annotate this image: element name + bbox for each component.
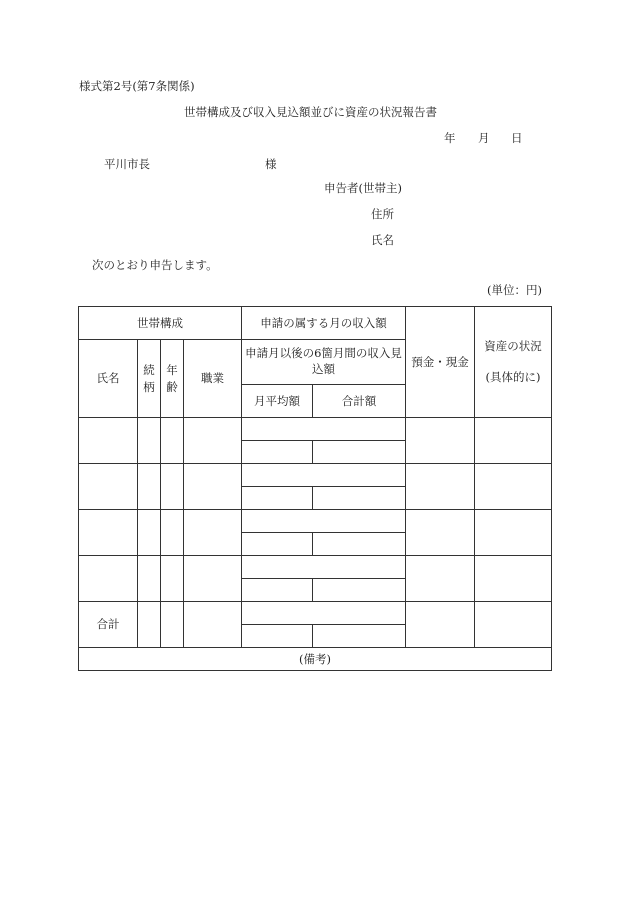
unit-label: (単位：円) bbox=[487, 283, 542, 297]
income-header: 申請の属する月の収入額 bbox=[242, 307, 406, 340]
date-year-label: 年 bbox=[444, 131, 456, 145]
form-title: 世帯構成及び収入見込額並びに資産の状況報告書 bbox=[184, 105, 437, 119]
member-3-name-cell[interactable] bbox=[79, 510, 138, 556]
member-1-occupation-cell[interactable] bbox=[184, 418, 242, 464]
member-1-savings-cell[interactable] bbox=[406, 418, 475, 464]
relation-char-1: 続 bbox=[143, 362, 155, 377]
member-3-total-amount-cell[interactable] bbox=[313, 533, 406, 556]
member-2-name-cell[interactable] bbox=[79, 464, 138, 510]
remarks-cell[interactable] bbox=[79, 648, 552, 671]
total-total-amount-cell[interactable] bbox=[313, 625, 406, 648]
savings-header: 預金・現金 bbox=[406, 307, 475, 418]
member-1-monthly-average-cell[interactable] bbox=[242, 441, 313, 464]
total-occupation-cell[interactable] bbox=[184, 602, 242, 648]
member-4-age-cell[interactable] bbox=[161, 556, 184, 602]
member-2-savings-cell[interactable] bbox=[406, 464, 475, 510]
household-header: 世帯構成 bbox=[79, 307, 242, 340]
total-row-label: 合計 bbox=[79, 602, 138, 648]
occupation-column-header: 職業 bbox=[184, 340, 242, 418]
total-current-income-cell[interactable] bbox=[242, 602, 406, 625]
member-2-current-income-cell[interactable] bbox=[242, 464, 406, 487]
member-1-name-cell[interactable] bbox=[79, 418, 138, 464]
member-1-current-income-cell[interactable] bbox=[242, 418, 406, 441]
member-1-assets-cell[interactable] bbox=[475, 418, 552, 464]
total-age-cell[interactable] bbox=[161, 602, 184, 648]
total-relation-cell[interactable] bbox=[138, 602, 161, 648]
assets-header-line1: 資産の状況 bbox=[484, 339, 542, 354]
member-4-savings-cell[interactable] bbox=[406, 556, 475, 602]
age-char-2: 齢 bbox=[166, 379, 178, 394]
member-1-age-cell[interactable] bbox=[161, 418, 184, 464]
member-3-current-income-cell[interactable] bbox=[242, 510, 406, 533]
member-3-monthly-average-cell[interactable] bbox=[242, 533, 313, 556]
member-3-assets-cell[interactable] bbox=[475, 510, 552, 556]
total-amount-header: 合計額 bbox=[313, 385, 406, 418]
six-month-income-header: 申請月以後の6箇月間の収入見込額 bbox=[242, 340, 406, 385]
member-2-total-amount-cell[interactable] bbox=[313, 487, 406, 510]
member-3-relation-cell[interactable] bbox=[138, 510, 161, 556]
assets-header bbox=[475, 307, 552, 418]
member-4-name-cell[interactable] bbox=[79, 556, 138, 602]
form-number: 様式第2号(第7条関係) bbox=[79, 79, 195, 93]
statement: 次のとおり申告します。 bbox=[92, 258, 218, 272]
name-label: 氏名 bbox=[371, 233, 394, 247]
relation-char-2: 柄 bbox=[143, 379, 155, 394]
member-3-savings-cell[interactable] bbox=[406, 510, 475, 556]
member-4-occupation-cell[interactable] bbox=[184, 556, 242, 602]
member-4-assets-cell[interactable] bbox=[475, 556, 552, 602]
member-2-age-cell[interactable] bbox=[161, 464, 184, 510]
relation-column-header bbox=[138, 340, 161, 418]
member-4-total-amount-cell[interactable] bbox=[313, 579, 406, 602]
member-2-assets-cell[interactable] bbox=[475, 464, 552, 510]
assets-header-line2: (具体的に) bbox=[485, 370, 541, 384]
address-label: 住所 bbox=[371, 207, 394, 221]
total-savings-cell[interactable] bbox=[406, 602, 475, 648]
member-3-occupation-cell[interactable] bbox=[184, 510, 242, 556]
remarks-label: (備考) bbox=[299, 651, 331, 666]
applicant-label: 申告者(世帯主) bbox=[324, 181, 402, 195]
member-2-occupation-cell[interactable] bbox=[184, 464, 242, 510]
monthly-average-header: 月平均額 bbox=[242, 385, 313, 418]
name-column-header: 氏名 bbox=[79, 340, 138, 418]
member-2-monthly-average-cell[interactable] bbox=[242, 487, 313, 510]
member-1-relation-cell[interactable] bbox=[138, 418, 161, 464]
household-income-table bbox=[78, 306, 552, 671]
total-monthly-average-cell[interactable] bbox=[242, 625, 313, 648]
total-assets-cell[interactable] bbox=[475, 602, 552, 648]
member-4-relation-cell[interactable] bbox=[138, 556, 161, 602]
addressee: 平川市長 bbox=[104, 157, 150, 171]
age-column-header bbox=[161, 340, 184, 418]
date-day-label: 日 bbox=[511, 131, 523, 145]
honorific: 様 bbox=[265, 157, 277, 171]
member-4-current-income-cell[interactable] bbox=[242, 556, 406, 579]
member-2-relation-cell[interactable] bbox=[138, 464, 161, 510]
age-char-1: 年 bbox=[166, 362, 178, 377]
date-month-label: 月 bbox=[478, 131, 490, 145]
member-3-age-cell[interactable] bbox=[161, 510, 184, 556]
member-1-total-amount-cell[interactable] bbox=[313, 441, 406, 464]
member-4-monthly-average-cell[interactable] bbox=[242, 579, 313, 602]
